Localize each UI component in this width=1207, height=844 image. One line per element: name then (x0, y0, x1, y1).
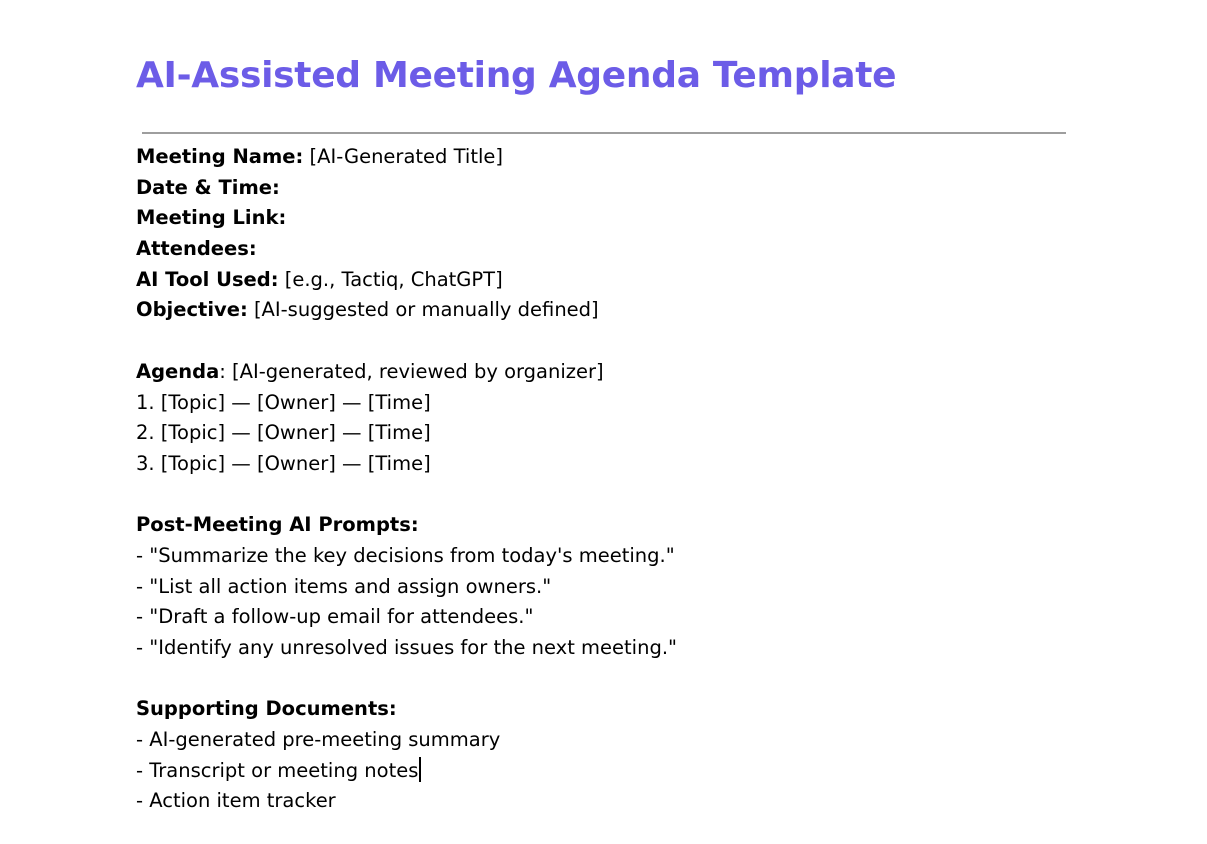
supporting-item[interactable]: - Action item tracker (136, 789, 336, 813)
field-date-time[interactable] (136, 173, 677, 204)
text-cursor (419, 757, 421, 782)
horizontal-rule (142, 132, 1066, 134)
field-objective[interactable] (136, 295, 677, 326)
field-value: [AI-suggested or manually defined] (247, 298, 599, 322)
agenda-label: Agenda (136, 359, 220, 383)
prompt-item[interactable]: - "List all action items and assign owners." (136, 574, 552, 598)
supporting-item-with-cursor[interactable] (136, 756, 677, 787)
agenda-item[interactable]: 2. [Topic] — [Owner] — [Time] (136, 421, 431, 445)
prompts-heading[interactable]: Post-Meeting AI Prompts: (136, 513, 419, 537)
field-label: Objective: (136, 298, 248, 322)
supporting-item[interactable]: - AI-generated pre-meeting summary (136, 728, 501, 752)
document-body[interactable] (136, 142, 677, 817)
field-label: AI Tool Used: (136, 267, 279, 291)
agenda-item[interactable]: 1. [Topic] — [Owner] — [Time] (136, 390, 431, 414)
field-label: Date & Time: (136, 175, 280, 199)
document-title[interactable]: AI-Assisted Meeting Agenda Template (136, 55, 897, 96)
field-value: [AI-Generated Title] (303, 145, 504, 168)
field-label: Meeting Link: (136, 206, 287, 230)
agenda-note: : [AI-generated, reviewed by organizer] (219, 359, 604, 383)
field-label: Meeting Name: (136, 145, 304, 168)
agenda-item[interactable]: 3. [Topic] — [Owner] — [Time] (136, 451, 431, 475)
field-value: [e.g., Tactiq, ChatGPT] (278, 267, 503, 291)
field-meeting-name[interactable] (136, 142, 677, 173)
prompt-item[interactable]: - "Summarize the key decisions from today's meeting." (136, 543, 675, 567)
blank-line (136, 326, 677, 357)
prompt-item[interactable]: - "Draft a follow-up email for attendees." (136, 605, 534, 629)
blank-line (136, 664, 677, 695)
supporting-heading[interactable]: Supporting Documents: (136, 697, 397, 721)
blank-line (136, 480, 677, 511)
field-attendees[interactable] (136, 234, 677, 265)
field-ai-tool[interactable] (136, 265, 677, 296)
prompt-item[interactable]: - "Identify any unresolved issues for the next meeting." (136, 636, 678, 659)
field-label: Attendees: (136, 237, 257, 261)
field-meeting-link[interactable] (136, 203, 677, 234)
supporting-item-text: - Transcript or meeting notes (136, 758, 419, 782)
agenda-heading[interactable] (136, 357, 677, 388)
